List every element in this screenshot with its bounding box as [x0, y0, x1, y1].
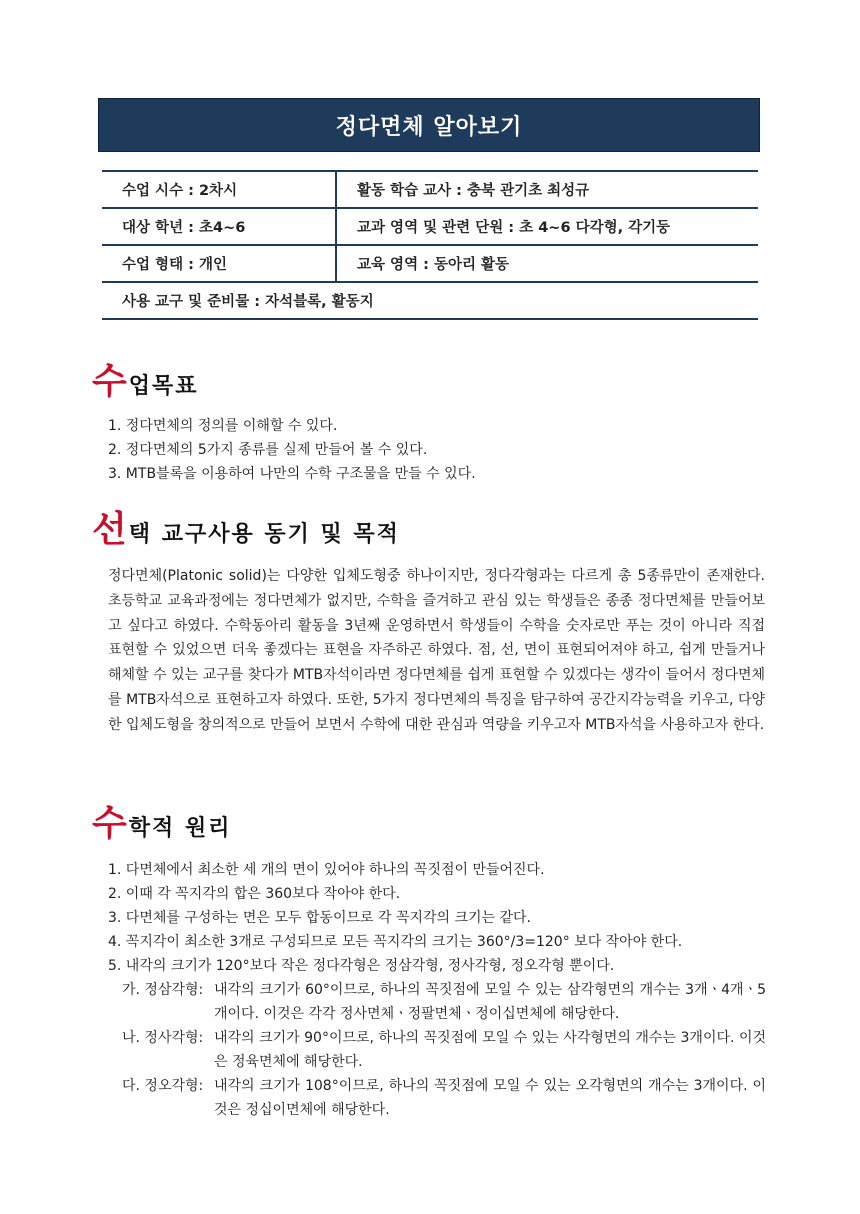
section-heading-motive	[92, 509, 400, 550]
info-cell: 교육 영역 : 동아리 활동	[336, 245, 758, 282]
lesson-info-table	[102, 170, 758, 320]
table-row	[102, 171, 758, 208]
list-item: 2. 정다면체의 5가지 종류를 실제 만들어 볼 수 있다.	[108, 442, 428, 458]
info-cell: 사용 교구 및 준비물 : 자석블록, 활동지	[102, 282, 758, 319]
heading-initial: 선	[92, 509, 127, 550]
info-cell: 대상 학년 : 초4~6	[102, 208, 336, 245]
list-item: 4. 꼭지각이 최소한 3개로 구성되므로 모든 꼭지각의 크기는 360°/3=120° 보다 작아야 한다.	[108, 934, 683, 950]
table-row	[102, 282, 758, 319]
title-banner	[98, 98, 760, 152]
sub-item-label: 가. 정삼각형:	[122, 982, 204, 998]
page-title: 정다면체 알아보기	[335, 114, 523, 140]
sub-item-label: 나. 정사각형:	[122, 1030, 204, 1046]
heading-initial: 수	[92, 361, 127, 402]
table-row	[102, 245, 758, 282]
list-item: 1. 다면체에서 최소한 세 개의 면이 있어야 하나의 꼭짓점이 만들어진다.	[108, 862, 545, 878]
sub-item-triangle	[122, 978, 766, 1026]
heading-text: 학적 원리	[128, 816, 232, 841]
info-cell: 교과 영역 및 관련 단원 : 초 4~6 다각형, 각기둥	[336, 208, 758, 245]
sub-item-pentagon	[122, 1074, 766, 1122]
sub-item-text: 내각의 크기가 90°이므로, 하나의 꼭짓점에 모일 수 있는 사각형면의 개수는 3개이다. 이것은 정육면체에 해당한다.	[214, 1030, 766, 1070]
info-cell: 수업 형태 : 개인	[102, 245, 336, 282]
section-heading-goals	[92, 361, 199, 402]
heading-text: 업목표	[128, 374, 199, 399]
list-item: 1. 정다면체의 정의를 이해할 수 있다.	[108, 418, 338, 434]
list-item: 3. MTB블록을 이용하여 나만의 수학 구조물을 만들 수 있다.	[108, 466, 476, 482]
info-cell: 활동 학습 교사 : 충북 관기초 최성규	[336, 171, 758, 208]
polygon-sublist	[122, 978, 766, 1122]
principle-list	[108, 858, 682, 978]
section-heading-principle	[92, 803, 232, 844]
list-item: 3. 다면체를 구성하는 면은 모두 합동이므로 각 꼭지각의 크기는 같다.	[108, 910, 532, 926]
table-row	[102, 208, 758, 245]
list-item: 2. 이때 각 꼭지각의 합은 360보다 작아야 한다.	[108, 886, 401, 902]
list-item: 5. 내각의 크기가 120°보다 작은 정다각형은 정삼각형, 정사각형, 정오각형 뿐이다.	[108, 958, 615, 974]
motive-paragraph: 정다면체(Platonic solid)는 다양한 입체도형중 하나이지만, 정다각형과는 다르게 총 5종류만이 존재한다. 초등학교 교육과정에는 정다면체가 없지만, 수학을 즐겨하고 관심 있는 학생들은 종종 정다면체를 만들어보고 싶다고 하였다. 수학동아리 활동을 3년째 운영하면서 학생들이 수학을 숫자로만 푸는 것이 아니라 직접 표현할 수 있었으면 더욱 좋겠다는 표현을 자주하곤 하였다. 점, 선, 면이 표현되어져야 하고, 쉽게 만들거나 해체할 수 있는 교구를 찾다가 MTB자석이라면 정다면체를 쉽게 표현할 수 있겠다는 생각이 들어서 정다면체를 MTB자석으로 표현하고자 하였다. 또한, 5가지 정다면체의 특징을 탐구하여 공간지각능력을 키우고, 다양한 입체도형을 창의적으로 만들어 보면서 수학에 대한 관심과 역량을 키우고자 MTB자석을 사용하고자 한다.	[108, 568, 765, 733]
sub-item-text: 내각의 크기가 60°이므로, 하나의 꼭짓점에 모일 수 있는 삼각형면의 개수는 3개ㆍ4개ㆍ5개이다. 이것은 각각 정사면체ㆍ정팔면체ㆍ정이십면체에 해당한다.	[214, 982, 766, 1022]
sub-item-label: 다. 정오각형:	[122, 1078, 204, 1094]
goals-list	[108, 414, 476, 486]
sub-item-square	[122, 1026, 766, 1074]
info-cell: 수업 시수 : 2차시	[102, 171, 336, 208]
sub-item-text: 내각의 크기가 108°이므로, 하나의 꼭짓점에 모일 수 있는 오각형면의 개수는 3개이다. 이것은 정십이면체에 해당한다.	[214, 1078, 766, 1118]
heading-initial: 수	[92, 803, 127, 844]
heading-text: 택 교구사용 동기 및 목적	[128, 522, 400, 547]
